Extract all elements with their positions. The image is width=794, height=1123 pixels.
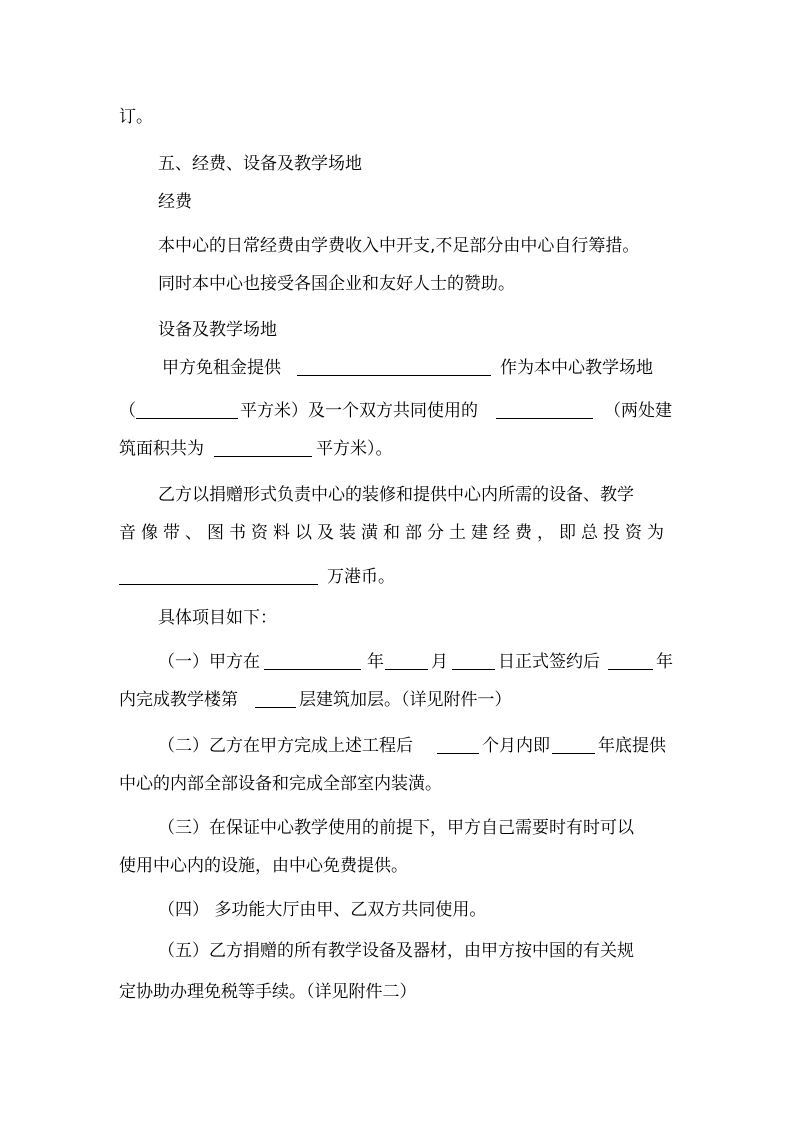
item-2-text-c: 年底提供 bbox=[598, 736, 666, 756]
item-1-year-label-2: 年 bbox=[656, 652, 673, 672]
investment-unit: 万港币。 bbox=[327, 567, 395, 587]
text-line bbox=[0, 605, 794, 631]
item-1-text-d: 层建筑加层。（详见附件一） bbox=[299, 690, 512, 710]
item-1-month-label: 月 bbox=[431, 652, 448, 672]
text-line bbox=[0, 104, 794, 130]
donation-text-2: 音像带、图书资料以及装潢和部分土建经费，即总投资为 bbox=[119, 523, 669, 543]
total-area-blank-field bbox=[214, 456, 312, 457]
area-blank-field bbox=[136, 418, 238, 419]
item-1-text-a: （一）甲方在 bbox=[158, 652, 260, 672]
shared-venue-blank-field bbox=[496, 418, 593, 419]
item-2-text-d: 中心的内部全部设备和完成全部室内装潢。 bbox=[119, 774, 442, 794]
item-1-text-c: 内完成教学楼第 bbox=[119, 690, 238, 710]
subheading-funding-text: 经费 bbox=[158, 192, 192, 212]
text-line bbox=[0, 233, 794, 259]
venue-text-a: 甲方免租金提供 bbox=[162, 358, 281, 378]
item-5-text-a: （五）乙方捐赠的所有教学设备及器材，由甲方按中国的有关规 bbox=[158, 941, 634, 961]
text-line bbox=[0, 482, 794, 508]
section-heading bbox=[0, 151, 794, 177]
text-line bbox=[0, 687, 794, 713]
item-1-year-label: 年 bbox=[367, 652, 384, 672]
text-line bbox=[0, 815, 794, 841]
item-2-text-b: 个月内即 bbox=[482, 736, 550, 756]
subheading-equipment-text: 设备及教学场地 bbox=[158, 320, 277, 340]
investment-blank-field bbox=[119, 584, 318, 585]
subheading-funding bbox=[0, 189, 794, 215]
text-line bbox=[0, 564, 794, 590]
text-line bbox=[0, 938, 794, 964]
total-area-unit: 平方米）。 bbox=[316, 439, 393, 459]
year-end-blank bbox=[552, 753, 595, 754]
text-line bbox=[0, 979, 794, 1005]
venue-text-b: 作为本中心教学场地 bbox=[500, 358, 653, 378]
months-blank bbox=[437, 753, 479, 754]
signing-year-blank bbox=[264, 669, 361, 670]
area-text: 平方米）及一个双方共同使用的 bbox=[240, 401, 478, 421]
item-3-text-b: 使用中心内的设施，由中心免费提供。 bbox=[119, 856, 408, 876]
floor-number-blank bbox=[255, 707, 296, 708]
text-line bbox=[0, 771, 794, 797]
item-3-text-a: （三）在保证中心教学使用的前提下，甲方自己需要时有时可以 bbox=[158, 818, 634, 838]
text-line bbox=[0, 897, 794, 923]
signing-month-blank bbox=[385, 669, 428, 670]
subheading-equipment bbox=[0, 317, 794, 343]
section-heading-text: 五、经费、设备及教学场地 bbox=[158, 154, 362, 174]
item-1-text-b: 日正式签约后 bbox=[498, 652, 600, 672]
text-line bbox=[0, 271, 794, 297]
total-area-label: 筑面积共为 bbox=[119, 439, 204, 459]
text-line bbox=[0, 520, 794, 546]
text-line bbox=[0, 733, 794, 759]
item-2-text-a: （二）乙方在甲方完成上述工程后 bbox=[158, 736, 413, 756]
text-line bbox=[0, 398, 794, 424]
signing-day-blank bbox=[452, 669, 495, 670]
text-line bbox=[0, 853, 794, 879]
total-area-text: （两处建 bbox=[604, 401, 672, 421]
text-line bbox=[0, 649, 794, 675]
completion-years-blank bbox=[608, 669, 653, 670]
donation-text-1: 乙方以捐赠形式负责中心的装修和提供中心内所需的设备、教学 bbox=[158, 485, 634, 505]
text-line bbox=[0, 436, 794, 462]
area-paren-open: （ bbox=[119, 401, 136, 421]
text-line bbox=[0, 355, 794, 381]
venue-blank-field bbox=[297, 375, 491, 376]
item-4-text: （四） 多功能大厅由甲、乙双方共同使用。 bbox=[158, 900, 487, 920]
items-intro: 具体项目如下： bbox=[158, 608, 277, 628]
funding-text-1: 本中心的日常经费由学费收入中开支,不足部分由中心自行筹措。 bbox=[158, 236, 640, 256]
item-5-text-b: 定协助办理免税等手续。（详见附件二） bbox=[119, 982, 417, 1002]
paragraph-end-text: 订。 bbox=[119, 107, 153, 127]
funding-text-2: 同时本中心也接受各国企业和友好人士的赞助。 bbox=[158, 274, 515, 294]
